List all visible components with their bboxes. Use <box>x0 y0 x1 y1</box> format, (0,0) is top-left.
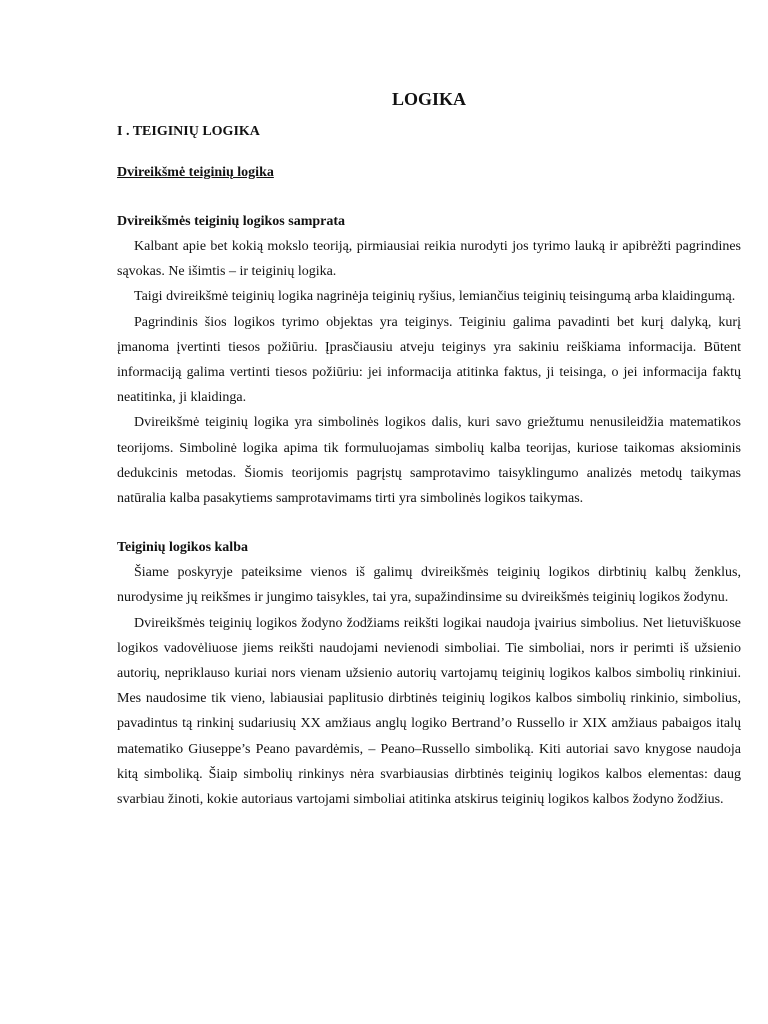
paragraph: Šiame poskyryje pateiksime vienos iš galimų dvireikšmės teiginių logikos dirbtinių kalbų ženklus, nurodysime jų reikšmes ir jungimo taisykles, tai yra, supažindinsime su dvireikšmės teiginių logikos žodynu. <box>117 565 741 606</box>
paragraph: Dvireikšmė teiginių logika yra simbolinės logikos dalis, kuri savo griežtumu nenusileidžia matematikos teorijoms. Simbolinė logika apima tik formuluojamas simbolių kalba teorijas, kuriose taikomas aksiominis dedukcinis metodas. Šiomis teorijomis pagrįstų samprotavimo taisyklingumo analizės metodų taikymas natūralia kalba pasakytiems samprotavimams tirti yra simbolinės logikos taikymas. <box>117 415 741 507</box>
paragraph: Taigi dvireikšmė teiginių logika nagrinėja teiginių ryšius, lemiančius teiginių teisingumą arba klaidingumą. <box>134 289 736 305</box>
subsection-samprata <box>117 210 741 511</box>
subsection-kalba <box>117 536 741 812</box>
paragraph: Pagrindinis šios logikos tyrimo objektas yra teiginys. Teiginiu galima pavadinti bet kurį dalyką, kurį įmanoma įvertinti tiesos požiūriu. Įprasčiausiu atveju teiginys yra sakiniu reiškiama informacija. Būtent informaciją galima vertinti tiesos požiūriu: jei informacija atitinka faktus, ji teisinga, o jei informacija faktų neatitinka, ji klaidinga. <box>117 314 741 406</box>
section-title: Dvireikšmė teiginių logika <box>117 165 274 180</box>
chapter-title: I . TEIGINIŲ LOGIKA <box>117 124 260 139</box>
paragraph: Kalbant apie bet kokią mokslo teoriją, pirmiausiai reikia nurodyti jos tyrimo lauką ir apibrėžti pagrindines sąvokas. Ne išimtis – ir teiginių logika. <box>117 239 741 280</box>
document-title: LOGIKA <box>391 89 466 109</box>
subsection-heading: Teiginių logikos kalba <box>117 540 248 556</box>
paragraph: Dvireikšmės teiginių logikos žodyno žodžiams reikšti logikai naudoja įvairius simbolius. Net lietuviškuose logikos vadovėliuose jiems reikšti naudojami nevienodi simboliai. Tie simboliai, nors ir perimti iš užsienio autorių, nepriklauso kuriai nors vienam užsienio autorių vartojamų teiginių logikos kalbos simbolių rinkiniui. Mes naudosime tik vieno, labiausiai paplitusio dirbtinės teiginių logikos kalbos simbolių rinkinio, simbolius, pavadintus tą rinkinį sudariusių XX amžiaus anglų logiko Bertrand’o Russello ir XIX amžiaus pabaigos italų matematiko Giuseppe’s Peano pavardėmis, – Peano–Russello simboliką. Kiti autoriai savo knygose naudoja kitą simboliką. Šiaip simbolių rinkinys nėra svarbiausias dirbtinės teiginių logikos kalbos elementas: daug svarbiau žinoti, kokie autoriaus vartojami simboliai atitinka atskirus teiginių logikos kalbos žodyno žodžius. <box>117 615 741 808</box>
document-page <box>117 86 741 812</box>
subsection-heading: Dvireikšmės teiginių logikos samprata <box>117 214 346 229</box>
section-spacer <box>117 511 741 536</box>
